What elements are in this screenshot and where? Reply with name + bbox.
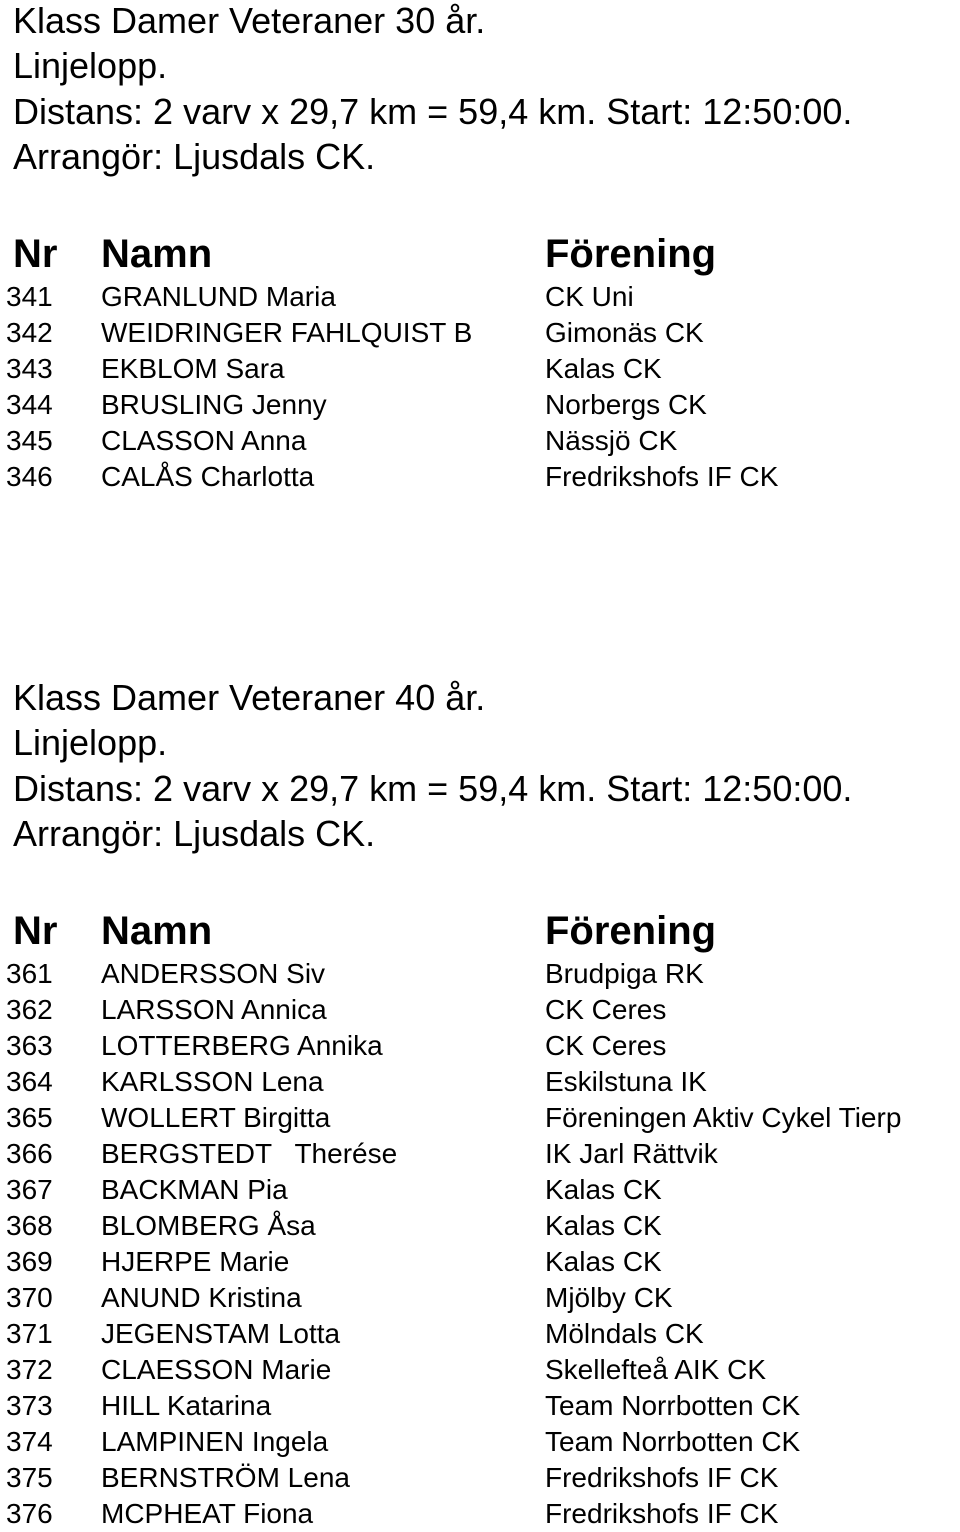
race-distance: Distans: 2 varv x 29,7 km = 59,4 km. Start: 12:50:00.	[13, 91, 853, 132]
entry-club: Fredrikshofs IF CK	[545, 1462, 779, 1493]
entry-row	[0, 1280, 960, 1316]
entry-row	[0, 992, 960, 1028]
column-header-nr: Nr	[13, 909, 58, 953]
entry-name: HJERPE Marie	[101, 1246, 290, 1277]
entry-name: ANUND Kristina	[101, 1282, 302, 1313]
entry-number: 374	[6, 1426, 53, 1457]
entry-club: Gimonäs CK	[545, 317, 704, 348]
entry-number: 366	[6, 1138, 53, 1169]
entry-club: Eskilstuna IK	[545, 1066, 707, 1097]
entry-number: 362	[6, 994, 53, 1025]
entry-number: 361	[6, 958, 53, 989]
entry-number: 376	[6, 1498, 53, 1529]
entry-row	[0, 1100, 960, 1136]
entry-row	[0, 1064, 960, 1100]
entry-number: 371	[6, 1318, 53, 1349]
entry-row	[0, 1352, 960, 1388]
entry-row	[0, 1388, 960, 1424]
race-type: Linjelopp.	[13, 722, 168, 763]
entry-number: 346	[6, 461, 53, 492]
entry-list	[0, 956, 960, 1532]
entry-name: ANDERSSON Siv	[101, 958, 326, 989]
column-header-name: Namn	[101, 232, 213, 276]
entry-number: 363	[6, 1030, 53, 1061]
entry-row	[0, 1424, 960, 1460]
entry-number: 364	[6, 1066, 53, 1097]
entry-club: Kalas CK	[545, 1246, 662, 1277]
entry-name: GRANLUND Maria	[101, 281, 336, 312]
entry-row	[0, 279, 960, 315]
entry-club: CK Ceres	[545, 1030, 667, 1061]
entry-name: WEIDRINGER FAHLQUIST B	[101, 317, 473, 348]
race-organizer: Arrangör: Ljusdals CK.	[13, 136, 376, 177]
entry-name: LOTTERBERG Annika	[101, 1030, 383, 1061]
entry-number: 344	[6, 389, 53, 420]
entry-club: Team Norrbotten CK	[545, 1390, 801, 1421]
entry-club: Brudpiga RK	[545, 958, 704, 989]
class-title: Klass Damer Veteraner 30 år.	[13, 0, 486, 41]
entry-club: Fredrikshofs IF CK	[545, 461, 779, 492]
entry-number: 341	[6, 281, 53, 312]
entry-name: BRUSLING Jenny	[101, 389, 327, 420]
entry-row	[0, 387, 960, 423]
entry-club: Föreningen Aktiv Cykel Tierp	[545, 1102, 902, 1133]
entry-number: 373	[6, 1390, 53, 1421]
entry-name: KARLSSON Lena	[101, 1066, 324, 1097]
entry-number: 368	[6, 1210, 53, 1241]
entry-club: Fredrikshofs IF CK	[545, 1498, 779, 1529]
entry-club: Kalas CK	[545, 1174, 662, 1205]
entry-row	[0, 1028, 960, 1064]
entry-club: CK Uni	[545, 281, 634, 312]
entry-number: 367	[6, 1174, 53, 1205]
entry-number: 365	[6, 1102, 53, 1133]
column-header-nr: Nr	[13, 232, 58, 276]
entry-name: BACKMAN Pia	[101, 1174, 288, 1205]
entry-row	[0, 423, 960, 459]
class-title: Klass Damer Veteraner 40 år.	[13, 677, 486, 718]
entry-name: LAMPINEN Ingela	[101, 1426, 329, 1457]
race-organizer: Arrangör: Ljusdals CK.	[13, 813, 376, 854]
entry-row	[0, 351, 960, 387]
entry-row	[0, 1244, 960, 1280]
entry-name: CALÅS Charlotta	[101, 461, 315, 492]
entry-club: Team Norrbotten CK	[545, 1426, 801, 1457]
entry-row	[0, 956, 960, 992]
entry-name: BERGSTEDT Therése	[101, 1138, 398, 1169]
entry-club: Mölndals CK	[545, 1318, 704, 1349]
column-header-club: Förening	[545, 232, 717, 276]
entry-row	[0, 1316, 960, 1352]
race-distance: Distans: 2 varv x 29,7 km = 59,4 km. Start: 12:50:00.	[13, 768, 853, 809]
entry-club: Kalas CK	[545, 1210, 662, 1241]
entry-row	[0, 1208, 960, 1244]
entry-number: 372	[6, 1354, 53, 1385]
entry-row	[0, 1172, 960, 1208]
entry-name: LARSSON Annica	[101, 994, 327, 1025]
entry-club: Nässjö CK	[545, 425, 678, 456]
entry-name: BERNSTRÖM Lena	[101, 1462, 350, 1493]
entry-name: CLASSON Anna	[101, 425, 307, 456]
entry-number: 370	[6, 1282, 53, 1313]
entry-club: Norbergs CK	[545, 389, 707, 420]
entry-number: 369	[6, 1246, 53, 1277]
entry-name: HILL Katarina	[101, 1390, 272, 1421]
entry-row	[0, 459, 960, 495]
entry-list	[0, 279, 960, 495]
column-header-club: Förening	[545, 909, 717, 953]
entry-row	[0, 1460, 960, 1496]
entry-row	[0, 1136, 960, 1172]
entry-club: IK Jarl Rättvik	[545, 1138, 718, 1169]
entry-number: 342	[6, 317, 53, 348]
entry-name: JEGENSTAM Lotta	[101, 1318, 341, 1349]
entry-name: WOLLERT Birgitta	[101, 1102, 331, 1133]
entry-club: Kalas CK	[545, 353, 662, 384]
entry-name: MCPHEAT Fiona	[101, 1498, 314, 1529]
entry-name: BLOMBERG Åsa	[101, 1210, 316, 1241]
entry-club: CK Ceres	[545, 994, 667, 1025]
column-header-name: Namn	[101, 909, 213, 953]
entry-club: Skellefteå AIK CK	[545, 1354, 767, 1385]
entry-row	[0, 1496, 960, 1532]
entry-number: 343	[6, 353, 53, 384]
race-type: Linjelopp.	[13, 45, 168, 86]
entry-number: 345	[6, 425, 53, 456]
entry-row	[0, 315, 960, 351]
entry-number: 375	[6, 1462, 53, 1493]
entry-name: EKBLOM Sara	[101, 353, 285, 384]
entry-club: Mjölby CK	[545, 1282, 673, 1313]
entry-name: CLAESSON Marie	[101, 1354, 332, 1385]
